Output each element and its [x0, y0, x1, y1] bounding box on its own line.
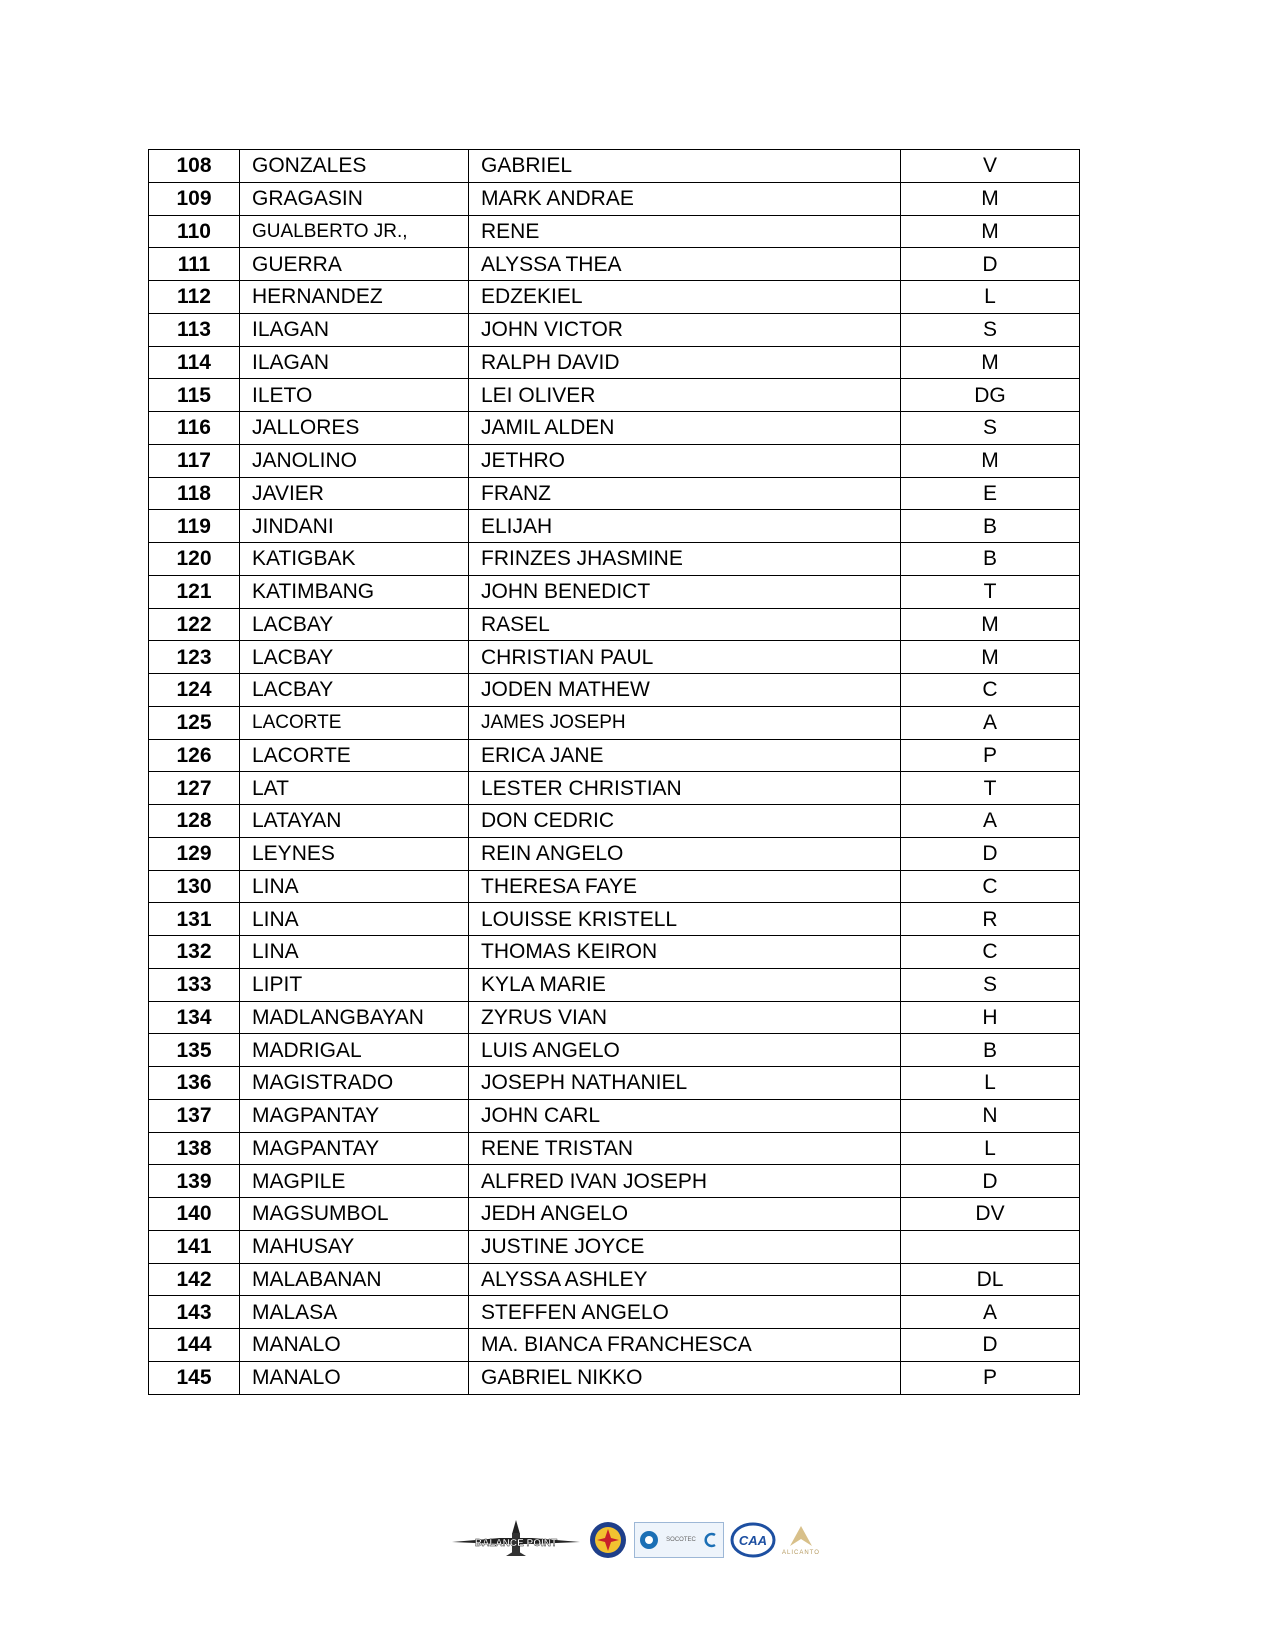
middle-initial-cell: S	[901, 313, 1080, 346]
last-name-cell: LACBAY	[240, 674, 469, 707]
table-row	[149, 1067, 1080, 1100]
first-name-cell: ALYSSA ASHLEY	[469, 1263, 901, 1296]
middle-initial-cell: L	[901, 1067, 1080, 1100]
middle-initial-cell: A	[901, 706, 1080, 739]
row-number-cell: 120	[149, 543, 240, 576]
first-name-cell: RASEL	[469, 608, 901, 641]
last-name-cell: LACBAY	[240, 608, 469, 641]
middle-initial-cell: S	[901, 412, 1080, 445]
first-name-cell: JOSEPH NATHANIEL	[469, 1067, 901, 1100]
table-row	[149, 313, 1080, 346]
table-row	[149, 1361, 1080, 1394]
last-name-cell: MAGPANTAY	[240, 1132, 469, 1165]
last-name-cell: KATIGBAK	[240, 543, 469, 576]
first-name-cell: LEI OLIVER	[469, 379, 901, 412]
row-number-cell: 135	[149, 1034, 240, 1067]
middle-initial-cell: M	[901, 346, 1080, 379]
first-name-cell: THOMAS KEIRON	[469, 936, 901, 969]
row-number-cell: 125	[149, 706, 240, 739]
row-number-cell: 136	[149, 1067, 240, 1100]
table-row	[149, 1296, 1080, 1329]
middle-initial-cell: DG	[901, 379, 1080, 412]
last-name-cell: LIPIT	[240, 968, 469, 1001]
row-number-cell: 127	[149, 772, 240, 805]
row-number-cell: 128	[149, 805, 240, 838]
row-number-cell: 122	[149, 608, 240, 641]
middle-initial-cell: R	[901, 903, 1080, 936]
last-name-cell: MAHUSAY	[240, 1230, 469, 1263]
table-row	[149, 1165, 1080, 1198]
table-row	[149, 1099, 1080, 1132]
middle-initial-cell: D	[901, 1165, 1080, 1198]
row-number-cell: 113	[149, 313, 240, 346]
last-name-cell: MAGISTRADO	[240, 1067, 469, 1100]
first-name-cell: THERESA FAYE	[469, 870, 901, 903]
table-row	[149, 641, 1080, 674]
middle-initial-cell	[901, 1230, 1080, 1263]
first-name-cell: GABRIEL	[469, 150, 901, 183]
table-row	[149, 1263, 1080, 1296]
table-row	[149, 379, 1080, 412]
middle-initial-cell: C	[901, 936, 1080, 969]
table-row	[149, 412, 1080, 445]
first-name-cell: JAMIL ALDEN	[469, 412, 901, 445]
first-name-cell: KYLA MARIE	[469, 968, 901, 1001]
row-number-cell: 139	[149, 1165, 240, 1198]
first-name-cell: ELIJAH	[469, 510, 901, 543]
table-row	[149, 215, 1080, 248]
row-number-cell: 114	[149, 346, 240, 379]
last-name-cell: MANALO	[240, 1329, 469, 1362]
roster-body	[149, 150, 1080, 1395]
table-row	[149, 1034, 1080, 1067]
row-number-cell: 108	[149, 150, 240, 183]
socotec-text: SOCOTEC	[666, 1537, 696, 1543]
middle-initial-cell: C	[901, 870, 1080, 903]
middle-initial-cell: M	[901, 215, 1080, 248]
table-row	[149, 674, 1080, 707]
table-row	[149, 281, 1080, 314]
row-number-cell: 118	[149, 477, 240, 510]
socotec-logo	[634, 1522, 724, 1558]
table-row	[149, 575, 1080, 608]
last-name-cell: JALLORES	[240, 412, 469, 445]
footer-logos	[450, 1510, 830, 1570]
table-row	[149, 903, 1080, 936]
last-name-cell: LAT	[240, 772, 469, 805]
first-name-cell: LESTER CHRISTIAN	[469, 772, 901, 805]
row-number-cell: 131	[149, 903, 240, 936]
row-number-cell: 121	[149, 575, 240, 608]
last-name-cell: JANOLINO	[240, 444, 469, 477]
table-row	[149, 805, 1080, 838]
first-name-cell: RENE	[469, 215, 901, 248]
middle-initial-cell: E	[901, 477, 1080, 510]
first-name-cell: REIN ANGELO	[469, 837, 901, 870]
first-name-cell: ALYSSA THEA	[469, 248, 901, 281]
table-row	[149, 608, 1080, 641]
row-number-cell: 144	[149, 1329, 240, 1362]
row-number-cell: 124	[149, 674, 240, 707]
row-number-cell: 115	[149, 379, 240, 412]
last-name-cell: JINDANI	[240, 510, 469, 543]
last-name-cell: LATAYAN	[240, 805, 469, 838]
first-name-cell: ERICA JANE	[469, 739, 901, 772]
last-name-cell: LACORTE	[240, 739, 469, 772]
first-name-cell: ZYRUS VIAN	[469, 1001, 901, 1034]
middle-initial-cell: M	[901, 182, 1080, 215]
last-name-cell: MAGPILE	[240, 1165, 469, 1198]
row-number-cell: 134	[149, 1001, 240, 1034]
first-name-cell: JOHN BENEDICT	[469, 575, 901, 608]
row-number-cell: 112	[149, 281, 240, 314]
row-number-cell: 133	[149, 968, 240, 1001]
middle-initial-cell: DL	[901, 1263, 1080, 1296]
last-name-cell: ILAGAN	[240, 346, 469, 379]
last-name-cell: JAVIER	[240, 477, 469, 510]
last-name-cell: MALABANAN	[240, 1263, 469, 1296]
last-name-cell: MALASA	[240, 1296, 469, 1329]
row-number-cell: 116	[149, 412, 240, 445]
table-row	[149, 936, 1080, 969]
table-row	[149, 248, 1080, 281]
middle-initial-cell: A	[901, 805, 1080, 838]
row-number-cell: 129	[149, 837, 240, 870]
middle-initial-cell: A	[901, 1296, 1080, 1329]
middle-initial-cell: L	[901, 281, 1080, 314]
first-name-cell: JETHRO	[469, 444, 901, 477]
row-number-cell: 126	[149, 739, 240, 772]
certification-icon	[703, 1532, 719, 1548]
last-name-cell: MAGSUMBOL	[240, 1198, 469, 1231]
table-row	[149, 739, 1080, 772]
bird-icon	[786, 1524, 816, 1550]
middle-initial-cell: C	[901, 674, 1080, 707]
row-number-cell: 138	[149, 1132, 240, 1165]
first-name-cell: FRINZES JHASMINE	[469, 543, 901, 576]
table-row	[149, 477, 1080, 510]
table-row	[149, 837, 1080, 870]
table-row	[149, 346, 1080, 379]
first-name-cell: RENE TRISTAN	[469, 1132, 901, 1165]
last-name-cell: ILETO	[240, 379, 469, 412]
last-name-cell: GUALBERTO JR.,	[240, 215, 469, 248]
last-name-cell: MADLANGBAYAN	[240, 1001, 469, 1034]
last-name-cell: MADRIGAL	[240, 1034, 469, 1067]
middle-initial-cell: M	[901, 641, 1080, 674]
table-row	[149, 182, 1080, 215]
row-number-cell: 145	[149, 1361, 240, 1394]
last-name-cell: GONZALES	[240, 150, 469, 183]
row-number-cell: 141	[149, 1230, 240, 1263]
first-name-cell: ALFRED IVAN JOSEPH	[469, 1165, 901, 1198]
table-row	[149, 1001, 1080, 1034]
table-row	[149, 1329, 1080, 1362]
first-name-cell: CHRISTIAN PAUL	[469, 641, 901, 674]
table-row	[149, 772, 1080, 805]
table-row	[149, 870, 1080, 903]
table-row	[149, 706, 1080, 739]
row-number-cell: 142	[149, 1263, 240, 1296]
last-name-cell: GRAGASIN	[240, 182, 469, 215]
first-name-cell: JOHN CARL	[469, 1099, 901, 1132]
table-row	[149, 1198, 1080, 1231]
last-name-cell: MANALO	[240, 1361, 469, 1394]
row-number-cell: 117	[149, 444, 240, 477]
table-row	[149, 444, 1080, 477]
caa-text: CAA	[738, 1533, 768, 1548]
last-name-cell: ILAGAN	[240, 313, 469, 346]
balance-point-logo	[450, 1516, 582, 1564]
last-name-cell: LACORTE	[240, 706, 469, 739]
row-number-cell: 119	[149, 510, 240, 543]
middle-initial-cell: D	[901, 248, 1080, 281]
table-row	[149, 968, 1080, 1001]
middle-initial-cell: M	[901, 444, 1080, 477]
table-row	[149, 1132, 1080, 1165]
middle-initial-cell: H	[901, 1001, 1080, 1034]
first-name-cell: JAMES JOSEPH	[469, 706, 901, 739]
row-number-cell: 111	[149, 248, 240, 281]
alicanto-logo	[782, 1524, 820, 1556]
middle-initial-cell: P	[901, 1361, 1080, 1394]
first-name-cell: DON CEDRIC	[469, 805, 901, 838]
middle-initial-cell: N	[901, 1099, 1080, 1132]
first-name-cell: STEFFEN ANGELO	[469, 1296, 901, 1329]
middle-initial-cell: D	[901, 1329, 1080, 1362]
row-number-cell: 123	[149, 641, 240, 674]
row-number-cell: 140	[149, 1198, 240, 1231]
first-name-cell: JEDH ANGELO	[469, 1198, 901, 1231]
first-name-cell: LUIS ANGELO	[469, 1034, 901, 1067]
roster-table	[148, 149, 1080, 1395]
middle-initial-cell: L	[901, 1132, 1080, 1165]
last-name-cell: HERNANDEZ	[240, 281, 469, 314]
row-number-cell: 143	[149, 1296, 240, 1329]
first-name-cell: MA. BIANCA FRANCHESCA	[469, 1329, 901, 1362]
last-name-cell: LACBAY	[240, 641, 469, 674]
first-name-cell: JODEN MATHEW	[469, 674, 901, 707]
last-name-cell: LINA	[240, 936, 469, 969]
first-name-cell: FRANZ	[469, 477, 901, 510]
middle-initial-cell: V	[901, 150, 1080, 183]
middle-initial-cell: S	[901, 968, 1080, 1001]
row-number-cell: 137	[149, 1099, 240, 1132]
alicanto-text: ALICANTO	[782, 1550, 820, 1556]
middle-initial-cell: T	[901, 575, 1080, 608]
seal-logo	[588, 1520, 628, 1560]
first-name-cell: EDZEKIEL	[469, 281, 901, 314]
socotec-icon	[639, 1530, 659, 1550]
table-row	[149, 1230, 1080, 1263]
middle-initial-cell: M	[901, 608, 1080, 641]
last-name-cell: GUERRA	[240, 248, 469, 281]
first-name-cell: RALPH DAVID	[469, 346, 901, 379]
row-number-cell: 109	[149, 182, 240, 215]
middle-initial-cell: D	[901, 837, 1080, 870]
row-number-cell: 130	[149, 870, 240, 903]
last-name-cell: LINA	[240, 903, 469, 936]
middle-initial-cell: B	[901, 1034, 1080, 1067]
middle-initial-cell: B	[901, 510, 1080, 543]
last-name-cell: MAGPANTAY	[240, 1099, 469, 1132]
row-number-cell: 110	[149, 215, 240, 248]
middle-initial-cell: B	[901, 543, 1080, 576]
last-name-cell: LINA	[240, 870, 469, 903]
balance-point-text: BALANCE POINT	[474, 1538, 558, 1549]
first-name-cell: JOHN VICTOR	[469, 313, 901, 346]
table-row	[149, 150, 1080, 183]
table-row	[149, 543, 1080, 576]
first-name-cell: JUSTINE JOYCE	[469, 1230, 901, 1263]
caa-logo	[730, 1522, 776, 1558]
middle-initial-cell: T	[901, 772, 1080, 805]
first-name-cell: GABRIEL NIKKO	[469, 1361, 901, 1394]
row-number-cell: 132	[149, 936, 240, 969]
first-name-cell: LOUISSE KRISTELL	[469, 903, 901, 936]
last-name-cell: LEYNES	[240, 837, 469, 870]
middle-initial-cell: P	[901, 739, 1080, 772]
middle-initial-cell: DV	[901, 1198, 1080, 1231]
table-row	[149, 510, 1080, 543]
last-name-cell: KATIMBANG	[240, 575, 469, 608]
first-name-cell: MARK ANDRAE	[469, 182, 901, 215]
